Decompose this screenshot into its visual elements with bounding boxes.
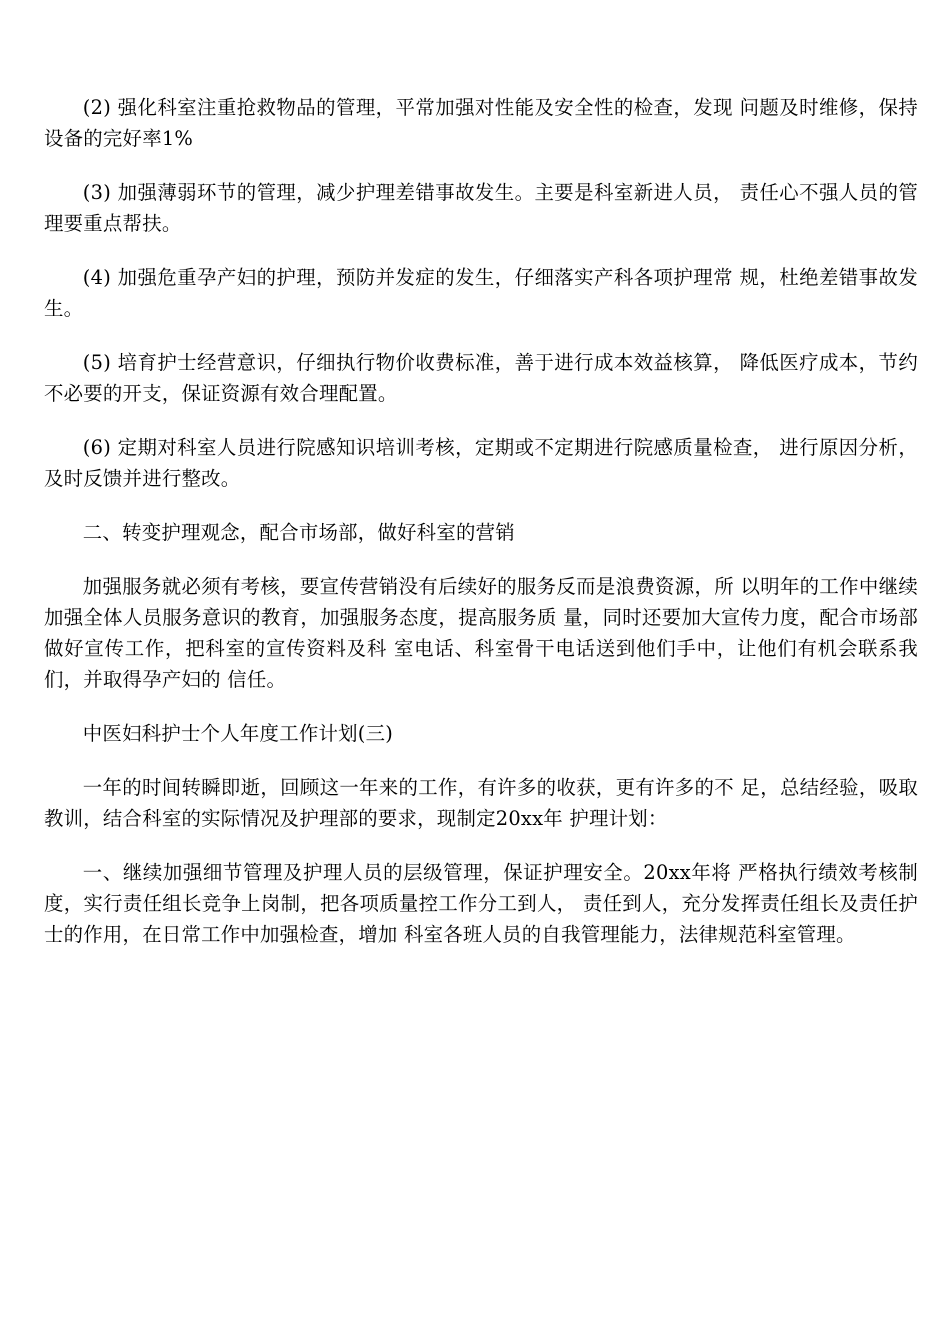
paragraph-item-2: (2) 强化科室注重抢救物品的管理，平常加强对性能及安全性的检查，发现 问题及时维修，保持设备的完好率1% <box>44 96 918 150</box>
paragraph-intro: 一年的时间转瞬即逝，回顾这一年来的工作，有许多的收获，更有许多的不 足，总结经验，吸取教训，结合科室的实际情况及护理部的要求，现制定20xx年 护理计划： <box>44 776 918 830</box>
section-heading-two: 二、转变护理观念，配合市场部，做好科室的营销 <box>82 521 515 544</box>
paragraph-marketing: 加强服务就必须有考核，要宣传营销没有后续好的服务反而是浪费资源，所 以明年的工作中继续加强全体人员服务意识的教育，加强服务态度，提高服务质 量，同时还要加大宣传力度，配合市场部做好宣传工作，把科室的宣传资料及科 室电话、科室骨干电话送到他们手中，让他们有机会联系我们，并取得孕产妇的 信任。 <box>44 575 918 691</box>
document-body <box>44 92 918 973</box>
paragraph-section-one: 一、继续加强细节管理及护理人员的层级管理，保证护理安全。20xx年将 严格执行绩效考核制度，实行责任组长竞争上岗制，把各项质量控工作分工到人， 责任到人，充分发挥责任组长及责任护士的作用，在日常工作中加强检查，增加 科室各班人员的自我管理能力，法律规范科室管理。 <box>44 861 918 946</box>
paragraph-item-4: (4) 加强危重孕产妇的护理，预防并发症的发生，仔细落实产科各项护理常 规，杜绝差错事故发生。 <box>44 266 918 320</box>
paragraph-item-3: (3) 加强薄弱环节的管理，减少护理差错事故发生。主要是科室新进人员， 责任心不强人员的管理要重点帮扶。 <box>44 181 918 235</box>
paragraph-item-5: (5) 培育护士经营意识，仔细执行物价收费标准，善于进行成本效益核算， 降低医疗成本，节约不必要的开支，保证资源有效合理配置。 <box>44 351 918 405</box>
document-subtitle: 中医妇科护士个人年度工作计划(三) <box>82 722 394 745</box>
paragraph-item-6: (6) 定期对科室人员进行院感知识培训考核，定期或不定期进行院感质量检查， 进行原因分析，及时反馈并进行整改。 <box>44 436 918 490</box>
